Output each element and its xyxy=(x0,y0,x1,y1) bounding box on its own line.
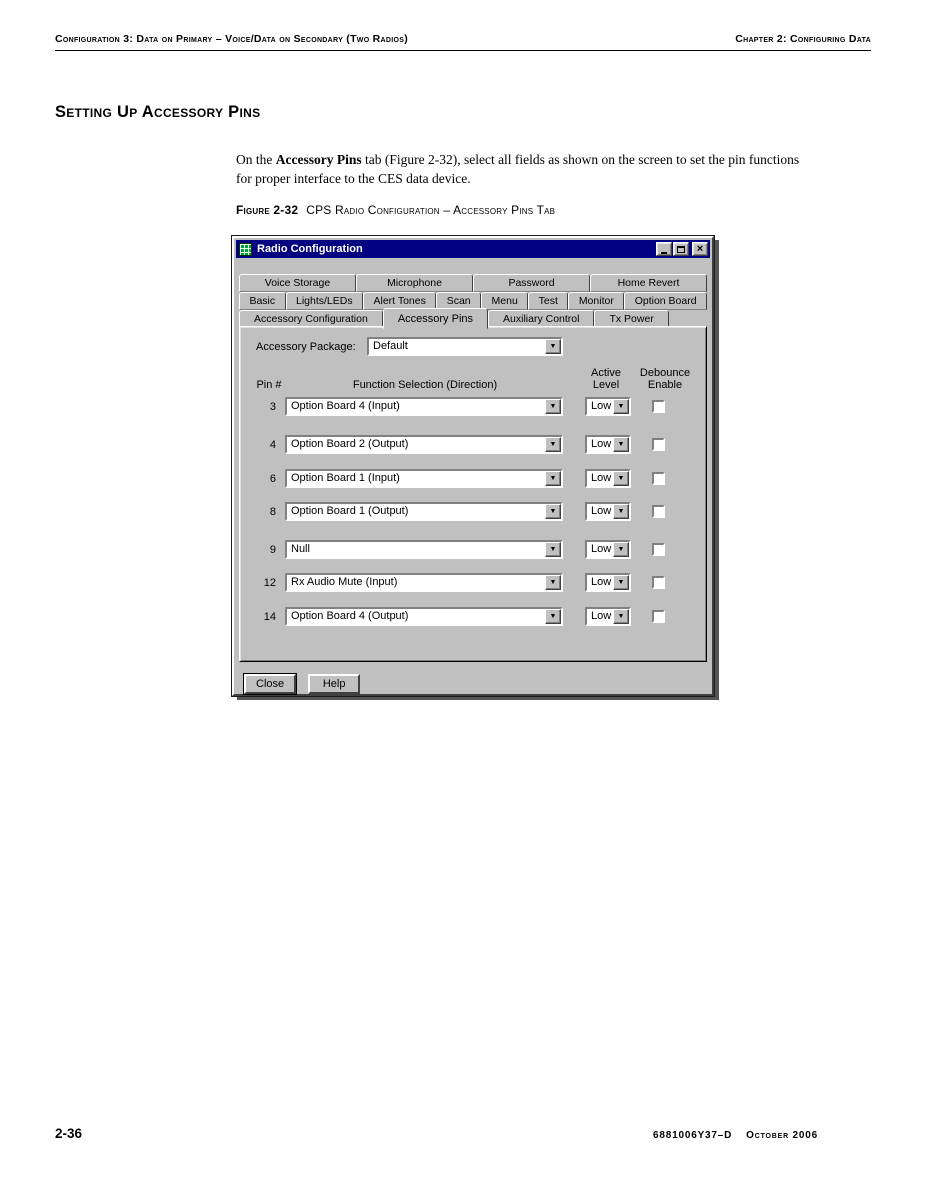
active-level-dropdown[interactable]: Low ▼ xyxy=(585,607,631,626)
footer-doc-number: 6881006Y37–D xyxy=(653,1130,733,1141)
chevron-down-icon[interactable]: ▼ xyxy=(545,609,561,624)
dialog-button-row xyxy=(244,674,360,694)
debounce-checkbox[interactable] xyxy=(652,543,665,556)
chevron-down-icon[interactable]: ▼ xyxy=(613,399,629,414)
pin-number: 12 xyxy=(263,577,276,589)
tab-menu[interactable]: Menu xyxy=(481,292,528,310)
pin-row-3 xyxy=(240,397,706,417)
function-dropdown[interactable]: Option Board 1 (Input) ▼ xyxy=(285,469,563,488)
section-title: Setting Up Accessory Pins xyxy=(55,103,261,121)
figure-title: CPS Radio Configuration – Accessory Pins Tab xyxy=(306,203,556,217)
close-button[interactable]: Close xyxy=(244,674,296,694)
pin-number: 14 xyxy=(263,611,276,623)
pin-row-14 xyxy=(240,607,706,627)
body-text-part2: tab (Figure 2-32), select all fields as shown on the screen to set the pin functions for proper interface to the CES data device. xyxy=(236,151,800,187)
chevron-down-icon[interactable]: ▼ xyxy=(613,575,629,590)
chevron-down-icon[interactable]: ▼ xyxy=(613,437,629,452)
tab-row-1 xyxy=(239,274,707,292)
function-dropdown[interactable]: Option Board 4 (Input) ▼ xyxy=(285,397,563,416)
footer-document-info xyxy=(639,1130,818,1141)
accessory-package-label: Accessory Package: xyxy=(256,341,356,353)
chevron-down-icon[interactable]: ▼ xyxy=(545,399,561,414)
active-level-dropdown[interactable]: Low ▼ xyxy=(585,540,631,559)
tab-test[interactable]: Test xyxy=(528,292,568,310)
window-titlebar[interactable] xyxy=(236,240,710,258)
active-level-dropdown[interactable]: Low ▼ xyxy=(585,435,631,454)
chevron-down-icon[interactable]: ▼ xyxy=(613,471,629,486)
function-dropdown[interactable]: Option Board 4 (Output) ▼ xyxy=(285,607,563,626)
tab-scan[interactable]: Scan xyxy=(436,292,481,310)
column-header-debounce-enable: Debounce Enable xyxy=(639,367,691,391)
maximize-icon xyxy=(677,246,685,253)
tab-microphone[interactable]: Microphone xyxy=(356,274,473,292)
pin-row-8 xyxy=(240,502,706,522)
tab-alert-tones[interactable]: Alert Tones xyxy=(363,292,436,310)
page-number: 2-36 xyxy=(55,1126,83,1141)
function-dropdown[interactable]: Option Board 2 (Output) ▼ xyxy=(285,435,563,454)
figure-label: Figure 2-32 xyxy=(236,203,299,217)
chevron-down-icon[interactable]: ▼ xyxy=(613,542,629,557)
header-right: Chapter 2: Configuring Data xyxy=(735,33,871,45)
debounce-checkbox[interactable] xyxy=(652,472,665,485)
pin-number: 4 xyxy=(269,439,276,451)
tab-accessory-configuration[interactable]: Accessory Configuration xyxy=(239,310,383,328)
accessory-pins-panel xyxy=(239,326,707,662)
pin-row-9 xyxy=(240,540,706,560)
chevron-down-icon[interactable]: ▼ xyxy=(545,542,561,557)
debounce-checkbox[interactable] xyxy=(652,400,665,413)
chevron-down-icon[interactable]: ▼ xyxy=(545,437,561,452)
header-left: Configuration 3: Data on Primary – Voice/Data on Secondary (Two Radios) xyxy=(55,33,409,45)
figure-screenshot xyxy=(232,236,714,696)
pin-number: 6 xyxy=(269,473,276,485)
figure-caption xyxy=(236,203,555,217)
debounce-checkbox[interactable] xyxy=(652,505,665,518)
body-paragraph xyxy=(236,150,814,190)
body-text-part1: On the xyxy=(236,151,276,167)
chevron-down-icon[interactable]: ▼ xyxy=(545,339,561,354)
function-dropdown[interactable]: Option Board 1 (Output) ▼ xyxy=(285,502,563,521)
maximize-button[interactable] xyxy=(673,242,689,256)
minimize-icon xyxy=(661,252,667,254)
pin-row-12 xyxy=(240,573,706,593)
tab-tx-power[interactable]: Tx Power xyxy=(594,310,668,328)
window-title: Radio Configuration xyxy=(257,243,363,255)
pin-row-4 xyxy=(240,435,706,455)
tab-auxiliary-control[interactable]: Auxiliary Control xyxy=(488,310,594,328)
chevron-down-icon[interactable]: ▼ xyxy=(545,575,561,590)
column-header-pin: Pin # xyxy=(256,379,282,391)
footer-date: October 2006 xyxy=(746,1130,818,1141)
tab-home-revert[interactable]: Home Revert xyxy=(590,274,707,292)
function-dropdown[interactable]: Null ▼ xyxy=(285,540,563,559)
radio-configuration-window xyxy=(232,236,714,696)
debounce-checkbox[interactable] xyxy=(652,610,665,623)
tab-strip xyxy=(239,274,707,328)
chevron-down-icon[interactable]: ▼ xyxy=(545,504,561,519)
header-rule xyxy=(55,50,871,51)
pin-number: 3 xyxy=(269,401,276,413)
help-button[interactable]: Help xyxy=(308,674,360,694)
active-level-dropdown[interactable]: Low ▼ xyxy=(585,469,631,488)
app-icon xyxy=(239,243,252,256)
minimize-button[interactable] xyxy=(656,242,672,256)
accessory-package-dropdown[interactable] xyxy=(367,337,563,356)
page-header xyxy=(55,33,871,45)
pin-number: 9 xyxy=(269,544,276,556)
tab-monitor[interactable]: Monitor xyxy=(568,292,624,310)
column-header-active-level: Active Level xyxy=(591,367,621,391)
debounce-checkbox[interactable] xyxy=(652,576,665,589)
close-icon: × xyxy=(696,242,704,255)
active-level-dropdown[interactable]: Low ▼ xyxy=(585,502,631,521)
tab-voice-storage[interactable]: Voice Storage xyxy=(239,274,356,292)
function-dropdown[interactable]: Rx Audio Mute (Input) ▼ xyxy=(285,573,563,592)
active-level-dropdown[interactable]: Low ▼ xyxy=(585,397,631,416)
close-window-button[interactable] xyxy=(692,242,708,256)
column-header-function: Function Selection (Direction) xyxy=(352,379,498,391)
chevron-down-icon[interactable]: ▼ xyxy=(613,504,629,519)
accessory-package-value: Default xyxy=(373,340,408,352)
body-text-bold: Accessory Pins xyxy=(275,151,362,167)
chevron-down-icon[interactable]: ▼ xyxy=(545,471,561,486)
pin-number: 8 xyxy=(269,506,276,518)
active-level-dropdown[interactable]: Low ▼ xyxy=(585,573,631,592)
tab-lights-leds[interactable]: Lights/LEDs xyxy=(286,292,364,310)
chevron-down-icon[interactable]: ▼ xyxy=(613,609,629,624)
tab-accessory-pins[interactable]: Accessory Pins xyxy=(383,308,488,329)
pin-row-6 xyxy=(240,469,706,489)
tab-basic[interactable]: Basic xyxy=(239,292,286,310)
debounce-checkbox[interactable] xyxy=(652,438,665,451)
tab-option-board[interactable]: Option Board xyxy=(624,292,707,310)
tab-password[interactable]: Password xyxy=(473,274,590,292)
